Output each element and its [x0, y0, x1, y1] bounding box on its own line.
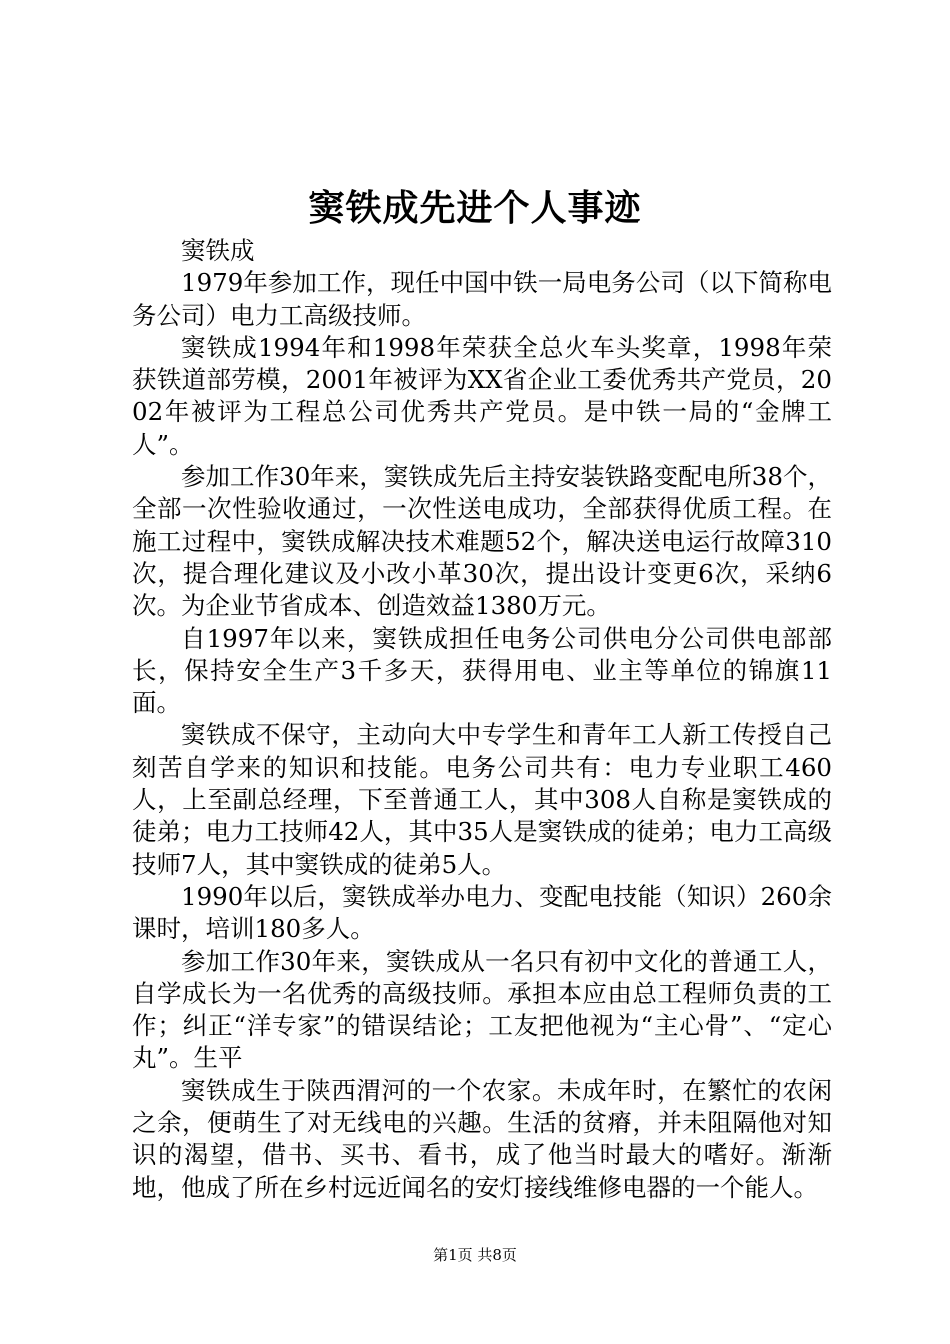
paragraph-biography: 窦铁成生于陕西渭河的一个农家。未成年时，在繁忙的农闲之余，便萌生了对无线电的兴趣。生活的贫瘠，并未阻隔他对知识的渴望，借书、买书、看书，成了他当时最大的嗜好。渐渐地，他成了所在乡村远近闻名的安灯接线维修电器的一个能人。 — [132, 1075, 832, 1202]
paragraph-safety: 自1997年以来，窦铁成担任电务公司供电分公司供电部部长，保持安全生产3千多天，获得用电、业主等单位的锦旗11面。 — [132, 623, 832, 718]
paragraph-growth: 参加工作30年来，窦铁成从一名只有初中文化的普通工人，自学成长为一名优秀的高级技师。承担本应由总工程师负责的工作；纠正“洋专家”的错误结论；工友把他视为“主心骨”、“定心丸”。生平 — [132, 946, 832, 1073]
paragraph-career: 1979年参加工作，现任中国中铁一局电务公司（以下简称电务公司）电力工高级技师。 — [132, 268, 832, 330]
document-title: 窦铁成先进个人事迹 — [308, 187, 642, 229]
paragraph-training: 1990年以后，窦铁成举办电力、变配电技能（知识）260余课时，培训180多人。 — [132, 881, 832, 944]
paragraph-honors: 窦铁成1994年和1998年荣获全总火车头奖章，1998年荣获铁道部劳模，2001年被评为XX省企业工委优秀共产党员，2002年被评为工程总公司优秀共产党员。是中铁一局的“金牌工人”。 — [132, 332, 832, 459]
document-body — [132, 235, 832, 1204]
page-number-footer: 第1页 共8页 — [433, 1246, 517, 1264]
paragraph-teaching: 窦铁成不保守，主动向大中专学生和青年工人新工传授自己刻苦自学来的知识和技能。电务公司共有：电力专业职工460人，上至副总经理，下至普通工人，其中308人自称是窦铁成的徒弟；电力工技师42人，其中35人是窦铁成的徒弟；电力工高级技师7人，其中窦铁成的徒弟5人。 — [132, 720, 832, 879]
paragraph-name: 窦铁成 — [181, 236, 255, 265]
paragraph-projects: 参加工作30年来，窦铁成先后主持安装铁路变配电所38个，全部一次性验收通过，一次性送电成功，全部获得优质工程。在施工过程中，窦铁成解决技术难题52个，解决送电运行故障310次，提合理化建议及小改小革30次，提出设计变更6次，采纳6次。为企业节省成本、创造效益1380万元。 — [132, 462, 832, 621]
